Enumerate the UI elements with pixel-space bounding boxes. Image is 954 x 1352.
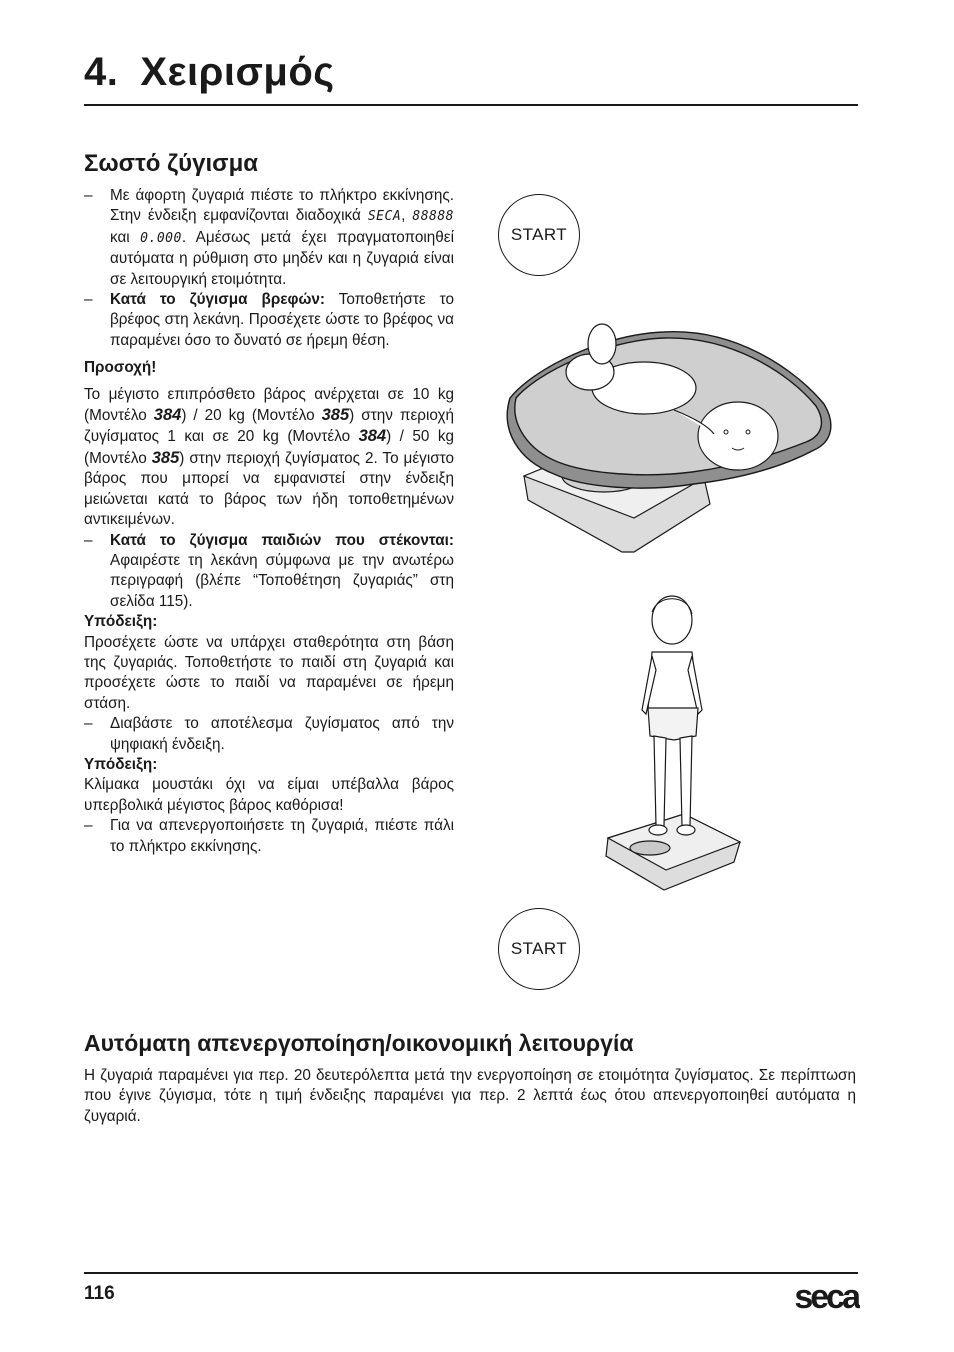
instructions-column <box>84 186 454 857</box>
start-button-symbol: START <box>498 908 580 990</box>
svg-text:seca: seca <box>794 1278 858 1316</box>
section-title-auto-off: Αυτόματη απενεργοποίηση/οικονομική λειτουργία <box>84 1030 634 1056</box>
footer-rule <box>84 1272 858 1274</box>
list-item-switch-off: – Για να απενεργοποιήσετε τη ζυγαριά, πιέστε πάλι το πλήκτρο εκκίνησης. <box>84 816 454 857</box>
hint-heading: Υπόδειξη: <box>84 613 158 631</box>
caution-heading: Προσοχή! <box>84 359 157 377</box>
section-title-correct-weighing: Σωστό ζύγισμα <box>84 150 259 177</box>
page-number: 116 <box>84 1283 115 1304</box>
hint-heading: Υπόδειξη: <box>84 755 158 773</box>
display-readout-seca: SECA <box>367 209 402 225</box>
list-item-standing-child: – Κατά το ζύγισμα παιδιών που στέκονται: Αφαιρέστε τη λεκάνη σύμφωνα με την ανωτέρω περιγραφή (βλέπε “Τοποθέτηση ζυγαριάς” στη σελίδα 115). <box>84 531 454 613</box>
list-item-read-result: – Διαβάστε το αποτέλεσμα ζυγίσματος από την ψηφιακή ένδειξη. <box>84 714 454 755</box>
seca-logo <box>776 1276 860 1316</box>
list-item-start: – Με άφορτη ζυγαριά πιέστε το πλήκτρο εκκίνησης. Στην ένδειξη εμφανίζονται διαδοχικά SECA, 88888 και 0.000. Αμέσως μετά έχει πραγματοποιηθεί αυτόματα η ρύθμιση στο μηδέν και η ζυγαριά είναι σε λειτουργική ετοιμότητα. <box>84 186 454 290</box>
baby-scale-illustration <box>494 308 840 554</box>
hint-text: Προσέχετε ώστε να υπάρχει σταθερότητα στη βάση της ζυγαριάς. Τοποθετήστε το παιδί στη ζυγαριά και προσέχετε ώστε το παιδί να παραμένει σε ήρεμη στάση. <box>84 633 454 712</box>
auto-off-paragraph: Η ζυγαριά παραμένει για περ. 20 δευτερόλεπτα μετά την ενεργοποίηση σε ετοιμότητα ζυγίσματος. Σε περίπτωση που έγινε ζύγισμα, τότε η τιμή ένδειξης παραμένει για περ. 2 λεπτά έως ότου απενεργοποιηθεί αυτόματα η ζυγαριά. <box>84 1067 856 1125</box>
child-on-scale-illustration <box>594 590 754 892</box>
chapter-title-text: Χειρισμός <box>140 50 335 94</box>
display-readout-88888: 88888 <box>412 209 455 225</box>
chapter-title <box>84 50 335 95</box>
start-button-symbol: START <box>498 194 580 276</box>
header-rule <box>84 104 858 106</box>
list-item-infant: – Κατά το ζύγισμα βρεφών: Τοποθετήστε το βρέφος στη λεκάνη. Προσέχετε ώστε το βρέφος να παραμένει όσο το δυνατό σε ήρεμη θέση. <box>84 290 454 351</box>
chapter-number: 4. <box>84 50 119 94</box>
caution-text: Το μέγιστο επιπρόσθετο βάρος ανέρχεται σε 10 kg (Μοντέλο 384) / 20 kg (Μοντέλο 385) στην περιοχή ζυγίσματος 1 και σε 20 kg (Μοντέλο 384) / 50 kg (Μοντέλο 385) στην περιοχή ζυγίσματος 2. Το μέγιστο βάρος που μπορεί να εμφανιστεί στην ένδειξη μειώνεται κατά το βάρος των ήδη τοποθετημένων αντικειμένων. <box>84 385 455 529</box>
display-readout-zero: 0.000 <box>140 230 182 246</box>
hint-text: Κλίμακα μουστάκι όχι να είμαι υπέβαλλα βάρος υπερβολικά μέγιστος βάρος καθόρισα! <box>84 776 454 814</box>
